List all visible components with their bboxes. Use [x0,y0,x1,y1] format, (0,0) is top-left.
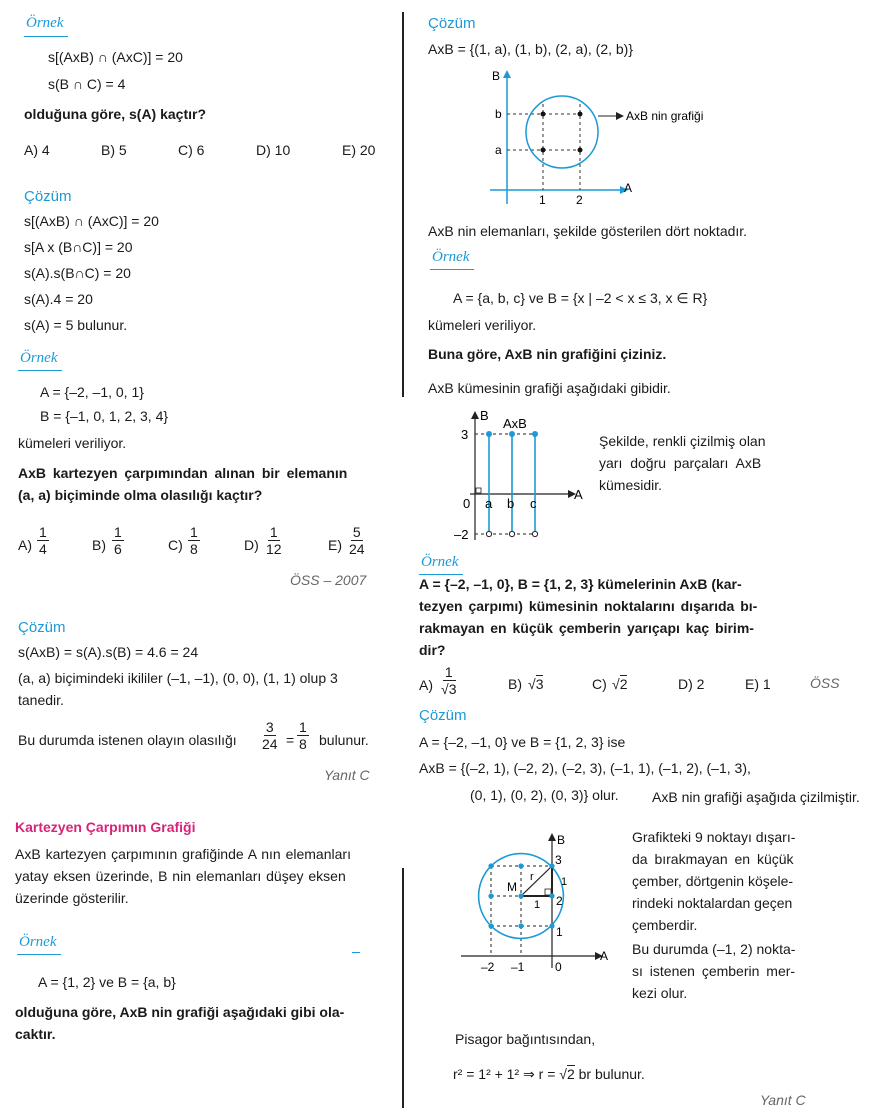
y-tick: a [495,143,502,157]
ex5-question: tezyen çarpımı) kümesinin noktalarını dışarıda bı- [419,598,758,614]
ex4-answer: AxB kümesinin grafiği aşağıdaki gibidir. [428,380,671,396]
sol1-line: s(A) = 5 bulunur. [24,317,128,333]
ex5-question: dir? [419,642,446,658]
sol1-line: s(A).s(B∩C) = 20 [24,265,131,281]
yanit-label: Yanıt C [324,767,370,783]
sol2-equals: = [286,732,295,748]
y-axis-arrow [503,70,511,78]
ornek-underline [17,954,61,955]
ex3-sets: A = {1, 2} ve B = {a, b} [38,974,176,990]
ex2-option-fraction: $\frac{1}{8}$ [190,524,198,557]
graph-title: AxB [503,416,527,431]
x-tick: 1 [539,193,546,207]
callout-label: AxB nin grafiği [626,109,704,123]
yanit-label: Yanıt C [760,1092,806,1108]
ex2-option-fraction: $\frac{1}{4}$ [39,524,47,557]
ex2-option-letter: D) [244,537,259,553]
sol2-line: (a, a) biçimindeki ikililer (–1, –1), (0, 0), (1, 1) olup 3 [18,670,338,686]
ex2-question-1: AxB kartezyen çarpımından alınan bir elemanın [18,465,348,481]
point [488,863,493,868]
column-divider [402,12,404,397]
point [549,893,554,898]
ex5-option-b-value: √3 [528,676,544,692]
ornek-label: Örnek [20,350,58,366]
ex5-option-c-value: √2 [612,676,628,692]
pisagor-formula: r² = 1² + 1² ⇒ r = √2 br bulunur. [453,1066,645,1082]
open-point [532,531,537,536]
section-paragraph: AxB kartezyen çarpımının grafiğinde A nın elemanları [15,846,351,862]
ornek-label: Örnek [421,554,459,570]
point [541,112,546,117]
ex5-option-a-fraction: $\frac{1}{√3}$ [441,664,457,697]
cozum-label: Çözüm [18,619,66,636]
point [578,148,583,153]
section-paragraph: üzerinde gösterilir. [15,890,129,906]
open-point [486,531,491,536]
graph2-description: yarı doğru parçaları AxB [599,455,762,471]
ex2-option-letter: C) [168,537,183,553]
x-tick: c [530,496,537,511]
closed-point [532,431,538,437]
ornek-label: Örnek [19,934,57,950]
callout-arrow [616,112,624,120]
sol2-fraction: $\frac{3}{24}$ [262,719,278,752]
cozum-label: Çözüm [419,707,467,724]
ex3-question-1: olduğuna göre, AxB nin grafiği aşağıdaki gibi ola- [15,1004,345,1020]
section-heading: Kartezyen Çarpımın Grafiği [15,819,196,835]
origin-label: 0 [463,496,471,511]
sol5-line: (0, 1), (0, 2), (0, 3)} olur. [470,787,619,803]
ex5-option-c: C) [592,676,607,692]
right-angle-mark [476,488,481,493]
ornek-underline [352,952,360,953]
ex2-option-fraction: $\frac{1}{12}$ [266,524,282,557]
sol5-description: Bu durumda (–1, 2) nokta- [632,941,796,957]
x-tick: –2 [481,960,495,974]
open-point [509,531,514,536]
ex4-given: kümeleri veriliyor. [428,317,537,333]
ex3-question-2: caktır. [15,1026,56,1042]
ex1-question: olduğuna göre, s(A) kaçtır? [24,106,207,122]
ex1-option-c: C) 6 [178,142,205,158]
y-tick: –2 [454,527,469,542]
ex1-option-b: B) 5 [101,142,127,158]
center-label: M [507,880,517,894]
ex1-option-e: E) 20 [342,142,376,158]
sol5-description: rindeki noktalardan geçen [632,895,793,911]
sol2-line: Bu durumda istenen olayın olasılığı [18,732,237,748]
x-tick: b [507,496,515,511]
leg-label: 1 [534,899,541,911]
sol1-line: s[A x (B∩C)] = 20 [24,239,133,255]
sol2-line: bulunur. [319,732,369,748]
radius-label: r [530,871,534,883]
ex2-option-fraction: $\frac{5}{24}$ [349,524,365,557]
ex2-set-a: A = {–2, –1, 0, 1} [40,384,144,400]
sol2-fraction: $\frac{1}{8}$ [299,719,307,752]
graph2-description: Şekilde, renkli çizilmiş olan [599,433,766,449]
x-axis-label: A [624,181,633,195]
sol1-line: s[(AxB) ∩ (AxC)] = 20 [24,213,159,229]
ex2-set-b: B = {–1, 0, 1, 2, 3, 4} [40,408,169,424]
y-tick: 3 [555,853,562,867]
ex1-option-a: A) 4 [24,142,50,158]
ex2-source: ÖSS – 2007 [290,572,367,588]
sol5-description: çember, dörtgenin köşele- [632,873,794,889]
point [549,863,554,868]
x-axis-label: A [600,949,609,963]
point [518,923,523,928]
highlight-circle [526,96,598,168]
sol5-description: da bırakmayan en küçük [632,851,794,867]
ex5-option-a: A) [419,677,433,693]
y-tick: 2 [556,894,563,908]
point [578,112,583,117]
ex5-option-b: B) [508,676,522,692]
ex5-question: A = {–2, –1, 0}, B = {1, 2, 3} kümelerinin AxB (kar- [419,576,742,592]
ex2-question-2: (a, a) biçiminde olma olasılığı kaçtır? [18,487,263,503]
point [541,148,546,153]
sol5-line: AxB nin grafiği aşağıda çizilmiştir. [652,789,860,805]
x-tick: 2 [576,193,583,207]
point-center [518,893,523,898]
ornek-label: Örnek [432,249,470,265]
point [549,923,554,928]
ex5-option-d: D) 2 [678,676,705,692]
x-axis-label: A [574,487,583,502]
sol3-note: AxB nin elemanları, şekilde gösterilen dört noktadır. [428,223,748,239]
right-angle-mark [545,889,551,895]
ex5-source: ÖSS [810,675,840,691]
sol3-line: AxB = {(1, a), (1, b), (2, a), (2, b)} [428,41,634,57]
sol2-line: tanedir. [18,692,64,708]
ex4-question: Buna göre, AxB nin grafiğini çiziniz. [428,346,667,362]
ex1-line1: s[(AxB) ∩ (AxC)] = 20 [48,49,183,65]
graph2-description: kümesidir. [599,477,663,493]
y-axis-label: B [492,69,501,83]
cozum-label: Çözüm [24,188,72,205]
ex2-option-letter: E) [328,537,342,553]
ex2-given: kümeleri veriliyor. [18,435,127,451]
sol5-description: çemberdir. [632,917,698,933]
section-paragraph: yatay eksen üzerinde, B nin elemanları düşey eksen [15,868,346,884]
y-tick: 1 [556,925,563,939]
sol5-line: AxB = {(–2, 1), (–2, 2), (–2, 3), (–1, 1), (–1, 2), (–1, 3), [419,760,751,776]
ornek-underline [430,269,474,270]
y-axis-arrow [471,411,479,419]
radius-line [521,866,552,896]
ornek-underline [24,36,68,37]
x-tick: –1 [511,960,525,974]
cozum-label: Çözüm [428,15,476,32]
graph-circle [455,828,615,976]
y-axis-arrow [548,833,556,841]
leg-label: 1 [561,876,568,888]
x-tick: 0 [555,960,562,974]
ex1-option-d: D) 10 [256,142,291,158]
column-divider-lower [402,868,404,1108]
pisagor-intro: Pisagor bağıntısından, [455,1031,596,1047]
closed-point [486,431,492,437]
ex5-question: rakmayan en küçük çemberin yarıçapı kaç birim- [419,620,754,636]
sol1-line: s(A).4 = 20 [24,291,93,307]
ex5-option-e: E) 1 [745,676,771,692]
point [488,893,493,898]
ex2-option-fraction: $\frac{1}{6}$ [114,524,122,557]
ex4-sets: A = {a, b, c} ve B = {x | –2 < x ≤ 3, x ∈ R} [453,290,708,306]
sol5-description: sı istenen çemberin mer- [632,963,796,979]
graph-axb-2 [450,406,590,548]
sol5-description: Grafikteki 9 noktayı dışarı- [632,829,796,845]
y-axis-label: B [480,408,489,423]
sol5-description: kezi olur. [632,985,688,1001]
ornek-label: Örnek [26,15,64,31]
ornek-underline [18,370,62,371]
point [488,923,493,928]
ex2-option-letter: A) [18,537,32,553]
closed-point [509,431,515,437]
sol5-line: A = {–2, –1, 0} ve B = {1, 2, 3} ise [419,734,626,750]
y-tick: b [495,107,502,121]
ex2-option-letter: B) [92,537,106,553]
ex1-line2: s(B ∩ C) = 4 [48,76,126,92]
y-axis-label: B [557,833,566,847]
x-tick: a [485,496,493,511]
point [518,863,523,868]
graph-axb-1 [480,64,720,208]
sol2-line: s(AxB) = s(A).s(B) = 4.6 = 24 [18,644,199,660]
y-tick: 3 [461,427,469,442]
